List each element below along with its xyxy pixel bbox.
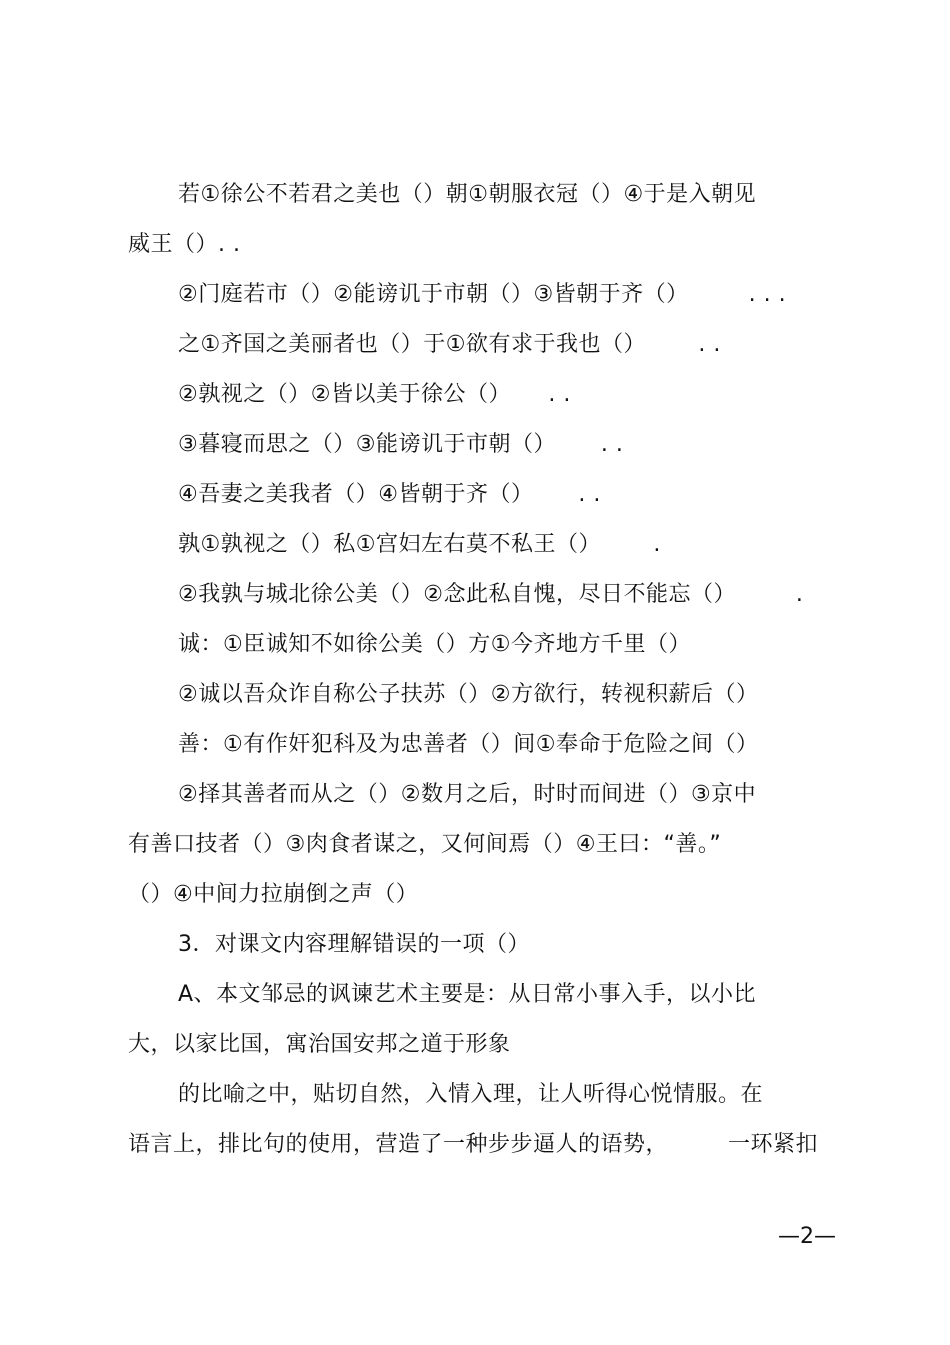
- text-line: 之①齐国之美丽者也（）于①欲有求于我也（） . .: [178, 332, 721, 357]
- text-line: 若①徐公不若君之美也（）朝①朝服衣冠（）④于是入朝见: [178, 182, 757, 207]
- text-line: 善：①有作奸犯科及为忠善者（）间①奉命于危险之间（）: [178, 732, 759, 757]
- text-line: 大，以家比国，寓治国安邦之道于形象: [128, 1032, 511, 1057]
- text-line: ②门庭若市（）②能谤讥于市朝（）③皆朝于齐（） . . .: [178, 282, 787, 307]
- text-line: 语言上，排比句的使用，营造了一种步步逼人的语势， 一环紧扣: [128, 1132, 818, 1157]
- text-line: ②择其善者而从之（）②数月之后，时时而间进（）③京中: [178, 782, 757, 807]
- text-line: 的比喻之中，贴切自然，入情入理，让人听得心悦情服。在: [178, 1082, 764, 1107]
- text-line: 有善口技者（）③肉食者谋之，又何间焉（）④王曰：“善。”: [128, 832, 722, 857]
- text-line: （）④中间力拉崩倒之声（）: [128, 882, 419, 907]
- text-line: ②我孰与城北徐公美（）②念此私自愧，尽日不能忘（） .: [178, 582, 804, 607]
- text-line: 诚：①臣诚知不如徐公美（）方①今齐地方千里（）: [178, 632, 691, 657]
- text-line: ②诚以吾众诈自称公子扶苏（）②方欲行，转视积薪后（）: [178, 682, 759, 707]
- text-line: ④吾妻之美我者（）④皆朝于齐（） . .: [178, 482, 601, 507]
- option-a: A、本文邹忌的讽谏艺术主要是：从日常小事入手，以小比: [178, 982, 757, 1007]
- question-heading: 3．对课文内容理解错误的一项（）: [178, 932, 530, 957]
- text-line: ②孰视之（）②皆以美于徐公（） . .: [178, 382, 571, 407]
- text-line: 孰①孰视之（）私①宫妇左右莫不私王（） .: [178, 532, 661, 557]
- text-line: 威王（）. .: [128, 232, 241, 257]
- page-number: —2—: [778, 1224, 836, 1249]
- text-line: ③暮寝而思之（）③能谤讥于市朝（） . .: [178, 432, 624, 457]
